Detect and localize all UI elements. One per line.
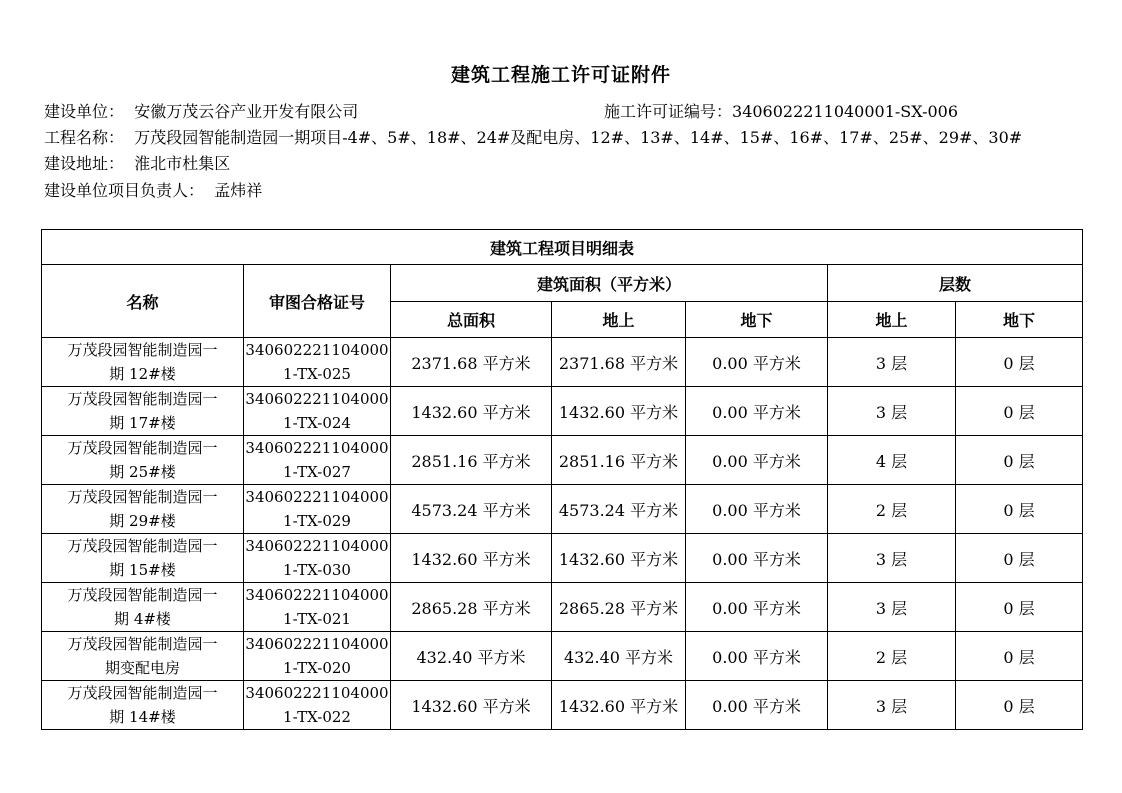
cell-name [42, 436, 244, 485]
cell-cert [244, 436, 391, 485]
header-area-below: 地下 [686, 302, 828, 338]
cell-name-line2: 期 14#楼 [109, 708, 176, 726]
cell-cert [244, 338, 391, 387]
cell-name-line2: 期 25#楼 [109, 463, 176, 481]
cell-name-line1: 万茂段园智能制造园一 [67, 390, 218, 408]
cell-name-line1: 万茂段园智能制造园一 [67, 684, 218, 702]
cell-name-line2: 期 4#楼 [114, 610, 171, 628]
cell-area-total: 432.40 平方米 [391, 632, 552, 681]
cell-floors-above: 3 层 [828, 583, 956, 632]
project-line [44, 125, 1022, 148]
project-value: 万茂段园智能制造园一期项目-4#、5#、18#、24#及配电房、12#、13#、14#、15#、16#、17#、25#、29#、30# [134, 128, 1023, 147]
cell-area-total: 1432.60 平方米 [391, 534, 552, 583]
cell-area-above: 1432.60 平方米 [552, 534, 686, 583]
table-row [42, 485, 1083, 534]
cell-area-above: 1432.60 平方米 [552, 387, 686, 436]
cell-cert-line2: 1-TX-022 [283, 708, 351, 726]
cell-area-below: 0.00 平方米 [686, 436, 828, 485]
cell-cert-line2: 1-TX-024 [283, 414, 351, 432]
cell-name-line1: 万茂段园智能制造园一 [67, 586, 218, 604]
header-name: 名称 [42, 265, 244, 338]
cell-area-above: 432.40 平方米 [552, 632, 686, 681]
cell-name [42, 534, 244, 583]
cell-floors-below: 0 层 [956, 681, 1083, 730]
cell-cert [244, 387, 391, 436]
cell-area-below: 0.00 平方米 [686, 338, 828, 387]
cell-floors-above: 3 层 [828, 387, 956, 436]
cell-area-above: 1432.60 平方米 [552, 681, 686, 730]
header-floors-above: 地上 [828, 302, 956, 338]
cell-area-below: 0.00 平方米 [686, 583, 828, 632]
cell-area-above: 2865.28 平方米 [552, 583, 686, 632]
permit-label: 施工许可证编号： [604, 102, 733, 121]
cell-floors-above: 4 层 [828, 436, 956, 485]
cell-cert [244, 534, 391, 583]
cell-cert-line1: 340602221104000 [245, 586, 389, 604]
cell-cert-line2: 1-TX-021 [283, 610, 351, 628]
cell-name [42, 583, 244, 632]
cell-floors-below: 0 层 [956, 436, 1083, 485]
cell-floors-below: 0 层 [956, 485, 1083, 534]
cell-cert [244, 681, 391, 730]
cell-area-below: 0.00 平方米 [686, 534, 828, 583]
cell-name-line1: 万茂段园智能制造园一 [67, 439, 218, 457]
document-title: 建筑工程施工许可证附件 [450, 64, 671, 86]
header-floors-below: 地下 [956, 302, 1083, 338]
cell-area-total: 1432.60 平方米 [391, 681, 552, 730]
cell-name-line1: 万茂段园智能制造园一 [67, 537, 218, 555]
cell-floors-above: 2 层 [828, 632, 956, 681]
cell-cert [244, 485, 391, 534]
project-detail-table [41, 229, 1083, 730]
address-line [44, 151, 230, 174]
cell-cert-line2: 1-TX-025 [283, 365, 351, 383]
cell-area-total: 4573.24 平方米 [391, 485, 552, 534]
cell-area-above: 2851.16 平方米 [552, 436, 686, 485]
cell-area-total: 1432.60 平方米 [391, 387, 552, 436]
cell-cert-line1: 340602221104000 [245, 635, 389, 653]
cell-floors-below: 0 层 [956, 387, 1083, 436]
table-row [42, 681, 1083, 730]
table-row [42, 632, 1083, 681]
header-area-above: 地上 [552, 302, 686, 338]
table-row [42, 436, 1083, 485]
cell-area-total: 2865.28 平方米 [391, 583, 552, 632]
cell-floors-below: 0 层 [956, 583, 1083, 632]
cell-cert-line2: 1-TX-030 [283, 561, 351, 579]
cell-area-above: 4573.24 平方米 [552, 485, 686, 534]
cell-area-below: 0.00 平方米 [686, 681, 828, 730]
cell-name-line1: 万茂段园智能制造园一 [67, 341, 218, 359]
cell-cert-line1: 340602221104000 [245, 390, 389, 408]
manager-value: 孟炜祥 [214, 181, 263, 200]
cell-name [42, 338, 244, 387]
cell-cert-line1: 340602221104000 [245, 439, 389, 457]
manager-line [44, 178, 262, 201]
cell-floors-above: 2 层 [828, 485, 956, 534]
cell-cert-line2: 1-TX-027 [283, 463, 351, 481]
builder-line [44, 99, 358, 122]
header-cert: 审图合格证号 [244, 265, 391, 338]
cell-floors-above: 3 层 [828, 681, 956, 730]
header-floors-group: 层数 [828, 265, 1083, 302]
table-caption: 建筑工程项目明细表 [42, 230, 1083, 265]
project-label: 工程名称： [44, 128, 125, 147]
cell-area-below: 0.00 平方米 [686, 387, 828, 436]
cell-floors-below: 0 层 [956, 338, 1083, 387]
cell-area-below: 0.00 平方米 [686, 632, 828, 681]
builder-label: 建设单位： [44, 102, 125, 121]
permit-line [604, 99, 958, 122]
table-row [42, 387, 1083, 436]
cell-cert-line1: 340602221104000 [245, 684, 389, 702]
table-row [42, 534, 1083, 583]
cell-cert-line2: 1-TX-029 [283, 512, 351, 530]
cell-area-total: 2851.16 平方米 [391, 436, 552, 485]
table-row [42, 583, 1083, 632]
cell-area-total: 2371.68 平方米 [391, 338, 552, 387]
cell-name-line1: 万茂段园智能制造园一 [67, 635, 218, 653]
cell-name-line1: 万茂段园智能制造园一 [67, 488, 218, 506]
cell-area-above: 2371.68 平方米 [552, 338, 686, 387]
cell-name [42, 681, 244, 730]
table-row [42, 338, 1083, 387]
permit-value: 3406022211040001-SX-006 [732, 102, 959, 121]
cell-name-line2: 期 15#楼 [109, 561, 176, 579]
cell-cert-line1: 340602221104000 [245, 341, 389, 359]
cell-floors-below: 0 层 [956, 534, 1083, 583]
address-label: 建设地址： [44, 154, 125, 173]
header-area-total: 总面积 [391, 302, 552, 338]
builder-value: 安徽万茂云谷产业开发有限公司 [134, 102, 359, 121]
cell-area-below: 0.00 平方米 [686, 485, 828, 534]
cell-cert-line1: 340602221104000 [245, 537, 389, 555]
cell-name-line2: 期 17#楼 [109, 414, 176, 432]
cell-cert [244, 632, 391, 681]
cell-cert-line2: 1-TX-020 [283, 659, 351, 677]
cell-cert-line1: 340602221104000 [245, 488, 389, 506]
cell-name [42, 387, 244, 436]
cell-name-line2: 期 12#楼 [109, 365, 176, 383]
cell-name [42, 485, 244, 534]
cell-name-line2: 期 29#楼 [109, 512, 176, 530]
cell-floors-below: 0 层 [956, 632, 1083, 681]
cell-floors-above: 3 层 [828, 338, 956, 387]
cell-name-line2: 期变配电房 [104, 659, 180, 677]
cell-name [42, 632, 244, 681]
manager-label: 建设单位项目负责人： [44, 181, 205, 200]
header-area-group: 建筑面积（平方米） [391, 265, 828, 302]
cell-floors-above: 3 层 [828, 534, 956, 583]
address-value: 淮北市杜集区 [134, 154, 231, 173]
cell-cert [244, 583, 391, 632]
